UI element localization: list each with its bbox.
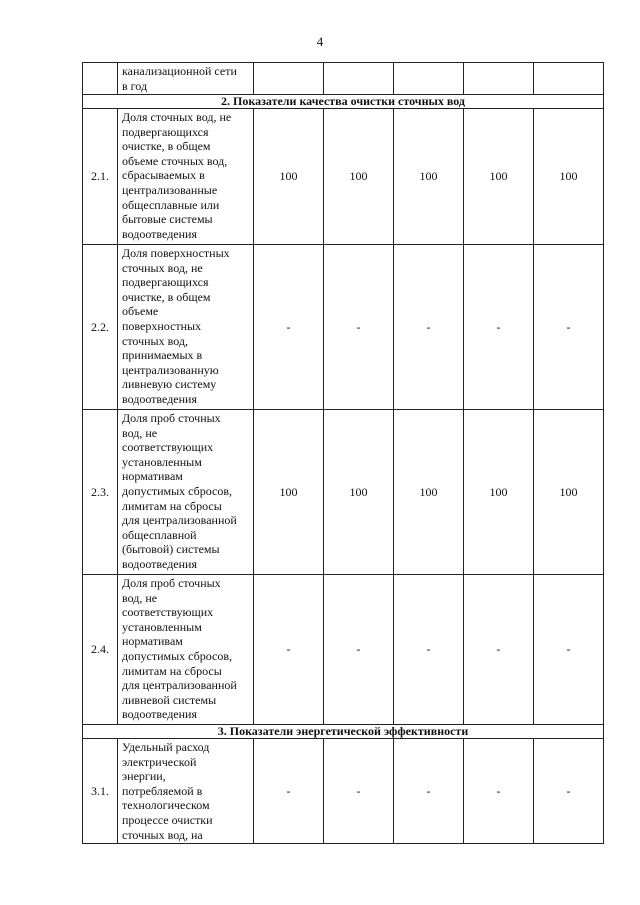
value-cell: 100	[394, 410, 464, 575]
value-cell	[534, 63, 604, 95]
value-cell: 100	[324, 410, 394, 575]
value-cell: -	[464, 739, 534, 844]
value-cell: -	[464, 245, 534, 410]
value-cell: -	[464, 575, 534, 725]
row-description-text: Доля проб сточных вод, не соответствующих установленным нормативам допустимых сбросов, лимитам на сбросы для централизованной ливневой системы водоотведения	[122, 576, 237, 722]
value-cell: -	[254, 739, 324, 844]
row-number: 3.1.	[83, 739, 118, 844]
table-row	[83, 739, 604, 844]
value-cell: -	[254, 245, 324, 410]
row-description	[118, 109, 254, 245]
value-cell: -	[324, 739, 394, 844]
row-description-text: Доля сточных вод, не подвергающихся очистке, в общем объеме сточных вод, сбрасываемых в централизованные общесплавные или бытовые системы водоотведения	[122, 110, 232, 241]
row-description	[118, 63, 254, 95]
row-description	[118, 245, 254, 410]
row-description-text: Доля поверхностных сточных вод, не подвергающихся очистке, в общем объеме поверхностных сточных вод, принимаемых в централизованную ливневую систему водоотведения	[122, 246, 230, 406]
section-title: 3. Показатели энергетической эффективности	[83, 725, 604, 739]
value-cell: 100	[534, 410, 604, 575]
value-cell	[324, 63, 394, 95]
section-header-row	[83, 95, 604, 109]
row-description-text: Удельный расход электрической энергии, потребляемой в технологическом процессе очистки сточных вод, на	[122, 740, 213, 842]
value-cell: -	[324, 575, 394, 725]
value-cell: 100	[254, 109, 324, 245]
row-description	[118, 410, 254, 575]
value-cell: 100	[254, 410, 324, 575]
table-row-continuation	[83, 63, 604, 95]
value-cell: 100	[534, 109, 604, 245]
value-cell: -	[324, 245, 394, 410]
row-number: 2.4.	[83, 575, 118, 725]
indicators-table	[82, 62, 604, 844]
value-cell: 100	[394, 109, 464, 245]
row-description	[118, 575, 254, 725]
row-number	[83, 63, 118, 95]
value-cell: 100	[464, 109, 534, 245]
value-cell: -	[254, 575, 324, 725]
row-number: 2.2.	[83, 245, 118, 410]
page-number: 4	[316, 34, 324, 49]
row-number: 2.1.	[83, 109, 118, 245]
value-cell: -	[534, 575, 604, 725]
table-row	[83, 245, 604, 410]
table-row	[83, 575, 604, 725]
value-cell	[254, 63, 324, 95]
value-cell: -	[534, 739, 604, 844]
row-number: 2.3.	[83, 410, 118, 575]
row-description	[118, 739, 254, 844]
value-cell: -	[534, 245, 604, 410]
table-row	[83, 410, 604, 575]
value-cell: -	[394, 739, 464, 844]
section-header-row	[83, 725, 604, 739]
value-cell	[464, 63, 534, 95]
table-row	[83, 109, 604, 245]
section-title: 2. Показатели качества очистки сточных вод	[83, 95, 604, 109]
value-cell: -	[394, 245, 464, 410]
value-cell: 100	[324, 109, 394, 245]
row-description-text: Доля проб сточных вод, не соответствующих установленным нормативам допустимых сбросов, лимитам на сбросы для централизованной общесплавной (бытовой) системы водоотведения	[122, 411, 237, 571]
value-cell	[394, 63, 464, 95]
value-cell: -	[394, 575, 464, 725]
value-cell: 100	[464, 410, 534, 575]
row-description-text: канализационной сети в год	[122, 64, 237, 93]
